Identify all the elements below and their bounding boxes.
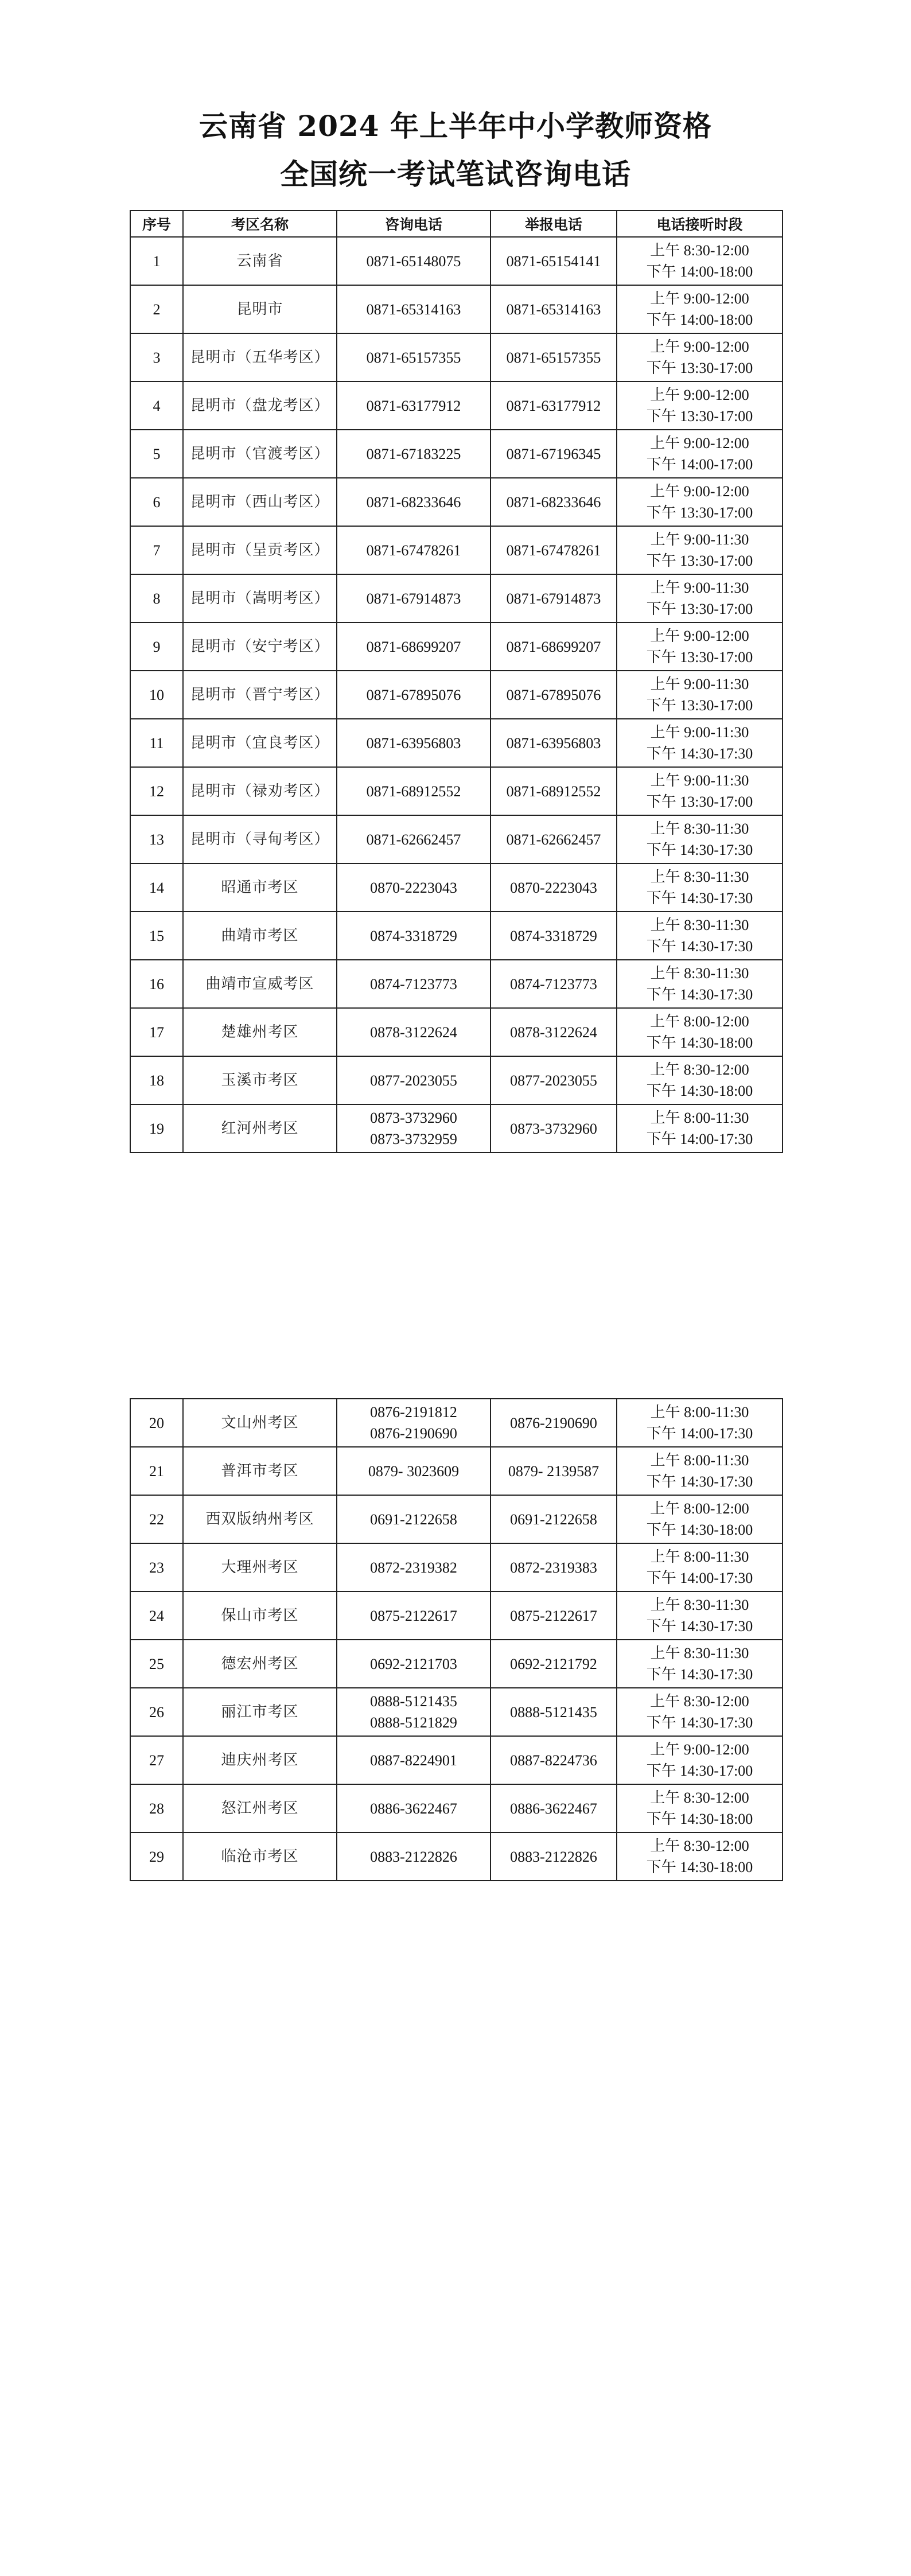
- table-row: [130, 622, 782, 671]
- cell-hours: [617, 1056, 782, 1104]
- cell-seq: 11: [130, 719, 183, 767]
- cell-seq: 3: [130, 333, 183, 382]
- cell-hours: [617, 960, 782, 1008]
- hours-line: 上午 9:00-12:00: [650, 290, 749, 307]
- cell-area: 曲靖市考区: [183, 912, 337, 960]
- cell-report: 0879- 2139587: [490, 1447, 617, 1495]
- hours-line: 下午 13:30-17:00: [646, 793, 753, 810]
- cell-hours: [617, 671, 782, 719]
- cell-report: 0878-3122624: [490, 1008, 617, 1056]
- hours-line: 上午 9:00-11:30: [650, 676, 749, 692]
- cell-hours: [617, 815, 782, 863]
- cell-phone: [337, 671, 490, 719]
- cell-area: 德宏州考区: [183, 1640, 337, 1688]
- hours-line: 下午 14:00-18:00: [646, 263, 753, 280]
- cell-seq: 29: [130, 1832, 183, 1881]
- title-line-2: 全国统一考试笔试咨询电话: [280, 157, 631, 191]
- hours-line: 上午 8:00-11:30: [650, 1404, 749, 1421]
- cell-phone: [337, 767, 490, 815]
- hours-line: 下午 14:30-17:00: [646, 1762, 753, 1779]
- table-row: [130, 1784, 782, 1832]
- page-title: [0, 102, 911, 199]
- hours-line: 下午 13:30-17:00: [646, 552, 753, 569]
- cell-seq: 4: [130, 382, 183, 430]
- cell-phone: [337, 1784, 490, 1832]
- cell-seq: 22: [130, 1495, 183, 1543]
- hours-line: 上午 9:00-12:00: [650, 435, 749, 452]
- cell-area: 玉溪市考区: [183, 1056, 337, 1104]
- cell-phone: [337, 1008, 490, 1056]
- cell-area: 普洱市考区: [183, 1447, 337, 1495]
- cell-area: 昭通市考区: [183, 863, 337, 912]
- cell-phone: [337, 815, 490, 863]
- cell-report: 0886-3622467: [490, 1784, 617, 1832]
- hours-line: 下午 13:30-17:00: [646, 408, 753, 425]
- hours-line: 上午 9:00-12:00: [650, 628, 749, 644]
- table-row: [130, 1736, 782, 1784]
- cell-phone: [337, 574, 490, 622]
- cell-hours: [617, 333, 782, 382]
- cell-area: 昆明市（呈贡考区）: [183, 526, 337, 574]
- cell-hours: [617, 767, 782, 815]
- table-row: [130, 1591, 782, 1640]
- phone-line: 0874-3318729: [370, 927, 457, 944]
- cell-area: 迪庆州考区: [183, 1736, 337, 1784]
- cell-area: 昆明市（禄劝考区）: [183, 767, 337, 815]
- cell-report: 0883-2122826: [490, 1832, 617, 1881]
- hours-line: 下午 14:30-17:30: [646, 1618, 753, 1635]
- cell-report: 0872-2319383: [490, 1543, 617, 1591]
- table-row: [130, 382, 782, 430]
- phone-line: 0877-2023055: [370, 1072, 457, 1089]
- cell-hours: [617, 1832, 782, 1881]
- table-row: [130, 478, 782, 526]
- cell-phone: [337, 1688, 490, 1736]
- phone-line: 0887-8224901: [370, 1752, 457, 1769]
- cell-report: 0871-67895076: [490, 671, 617, 719]
- cell-report: 0871-65314163: [490, 285, 617, 333]
- cell-seq: 6: [130, 478, 183, 526]
- hours-line: 上午 8:00-11:30: [650, 1548, 749, 1565]
- cell-area: 昆明市: [183, 285, 337, 333]
- cell-seq: 14: [130, 863, 183, 912]
- cell-hours: [617, 526, 782, 574]
- hours-line: 上午 9:00-12:00: [650, 483, 749, 500]
- cell-report: 0873-3732960: [490, 1104, 617, 1153]
- cell-hours: [617, 285, 782, 333]
- hours-line: 下午 13:30-17:00: [646, 649, 753, 666]
- table-row: [130, 285, 782, 333]
- cell-hours: [617, 1543, 782, 1591]
- cell-report: 0871-68699207: [490, 622, 617, 671]
- cell-report: 0692-2121792: [490, 1640, 617, 1688]
- cell-area: 西双版纳州考区: [183, 1495, 337, 1543]
- hours-line: 上午 8:30-11:30: [650, 869, 749, 885]
- cell-report: 0874-7123773: [490, 960, 617, 1008]
- hours-line: 下午 14:30-18:00: [646, 1859, 753, 1875]
- header-phone: 咨询电话: [337, 211, 490, 237]
- cell-hours: [617, 1447, 782, 1495]
- cell-seq: 7: [130, 526, 183, 574]
- hours-line: 上午 8:30-12:00: [650, 1693, 749, 1710]
- hours-line: 上午 8:00-11:30: [650, 1110, 749, 1126]
- phone-line: 0876-2190690: [370, 1425, 457, 1442]
- cell-report: 0876-2190690: [490, 1399, 617, 1447]
- consult-table-part-2: [130, 1398, 783, 1881]
- cell-area: 云南省: [183, 237, 337, 285]
- cell-hours: [617, 478, 782, 526]
- hours-line: 上午 9:00-11:30: [650, 724, 749, 741]
- table-row: [130, 1104, 782, 1153]
- hours-line: 下午 14:00-17:30: [646, 1425, 753, 1442]
- cell-area: 大理州考区: [183, 1543, 337, 1591]
- table-body-part-2: [130, 1399, 782, 1881]
- cell-seq: 23: [130, 1543, 183, 1591]
- cell-area: 昆明市（寻甸考区）: [183, 815, 337, 863]
- hours-line: 上午 8:30-12:00: [650, 1838, 749, 1854]
- cell-report: 0871-63177912: [490, 382, 617, 430]
- phone-line: 0871-65314163: [366, 301, 461, 318]
- cell-report: 0691-2122658: [490, 1495, 617, 1543]
- cell-area: 曲靖市宣威考区: [183, 960, 337, 1008]
- cell-area: 文山州考区: [183, 1399, 337, 1447]
- cell-area: 昆明市（西山考区）: [183, 478, 337, 526]
- table-row: [130, 1543, 782, 1591]
- cell-phone: [337, 719, 490, 767]
- table-body-part-1: [130, 237, 782, 1153]
- cell-report: 0877-2023055: [490, 1056, 617, 1104]
- cell-hours: [617, 382, 782, 430]
- hours-line: 下午 13:30-17:00: [646, 504, 753, 521]
- hours-line: 上午 9:00-12:00: [650, 1741, 749, 1758]
- phone-line: 0871-63956803: [366, 734, 461, 752]
- header-hours: 电话接听时段: [617, 211, 782, 237]
- cell-hours: [617, 719, 782, 767]
- phone-line: 0871-65148075: [366, 252, 461, 270]
- table-row: [130, 1008, 782, 1056]
- hours-line: 上午 8:30-11:30: [650, 965, 749, 982]
- hours-line: 上午 8:30-11:30: [650, 917, 749, 933]
- cell-seq: 1: [130, 237, 183, 285]
- cell-report: 0887-8224736: [490, 1736, 617, 1784]
- cell-area: 临沧市考区: [183, 1832, 337, 1881]
- phone-line: 0883-2122826: [370, 1848, 457, 1865]
- cell-report: 0888-5121435: [490, 1688, 617, 1736]
- cell-phone: [337, 1104, 490, 1153]
- cell-seq: 25: [130, 1640, 183, 1688]
- phone-line: 0691-2122658: [370, 1511, 457, 1528]
- hours-line: 上午 8:30-12:00: [650, 1061, 749, 1078]
- title-line-1: 云南省 2024 年上半年中小学教师资格: [199, 109, 712, 143]
- cell-seq: 5: [130, 430, 183, 478]
- header-seq: 序号: [130, 211, 183, 237]
- cell-phone: [337, 1056, 490, 1104]
- phone-line: 0871-68233646: [366, 493, 461, 511]
- phone-line: 0873-3732959: [370, 1131, 457, 1147]
- hours-line: 下午 13:30-17:00: [646, 697, 753, 714]
- hours-line: 上午 9:00-11:30: [650, 772, 749, 789]
- cell-area: 昆明市（宜良考区）: [183, 719, 337, 767]
- hours-line: 下午 14:00-17:30: [646, 1570, 753, 1586]
- hours-line: 上午 9:00-11:30: [650, 579, 749, 596]
- hours-line: 下午 14:00-17:30: [646, 1131, 753, 1147]
- hours-line: 上午 8:00-12:00: [650, 1500, 749, 1517]
- table-row: [130, 333, 782, 382]
- cell-seq: 26: [130, 1688, 183, 1736]
- cell-hours: [617, 1399, 782, 1447]
- hours-line: 下午 14:30-17:30: [646, 938, 753, 955]
- cell-seq: 19: [130, 1104, 183, 1153]
- table-row: [130, 1832, 782, 1881]
- hours-line: 下午 13:30-17:00: [646, 601, 753, 617]
- cell-report: 0871-67478261: [490, 526, 617, 574]
- table-row: [130, 1688, 782, 1736]
- hours-line: 下午 14:30-17:30: [646, 842, 753, 858]
- cell-hours: [617, 1688, 782, 1736]
- cell-seq: 2: [130, 285, 183, 333]
- cell-area: 昆明市（嵩明考区）: [183, 574, 337, 622]
- cell-area: 丽江市考区: [183, 1688, 337, 1736]
- hours-line: 上午 9:00-11:30: [650, 531, 749, 548]
- phone-line: 0888-5121829: [370, 1714, 457, 1731]
- table-row: [130, 1495, 782, 1543]
- cell-phone: [337, 1399, 490, 1447]
- cell-phone: [337, 960, 490, 1008]
- table-row: [130, 1640, 782, 1688]
- cell-hours: [617, 1008, 782, 1056]
- cell-phone: [337, 478, 490, 526]
- cell-seq: 18: [130, 1056, 183, 1104]
- hours-line: 上午 8:00-12:00: [650, 1013, 749, 1030]
- hours-line: 下午 14:30-18:00: [646, 1811, 753, 1827]
- phone-line: 0874-7123773: [370, 975, 457, 993]
- hours-line: 下午 14:30-17:30: [646, 745, 753, 762]
- table-row: [130, 960, 782, 1008]
- phone-line: 0872-2319382: [370, 1559, 457, 1576]
- phone-line: 0871-62662457: [366, 831, 461, 848]
- phone-line: 0878-3122624: [370, 1024, 457, 1041]
- cell-area: 红河州考区: [183, 1104, 337, 1153]
- phone-line: 0871-67914873: [366, 590, 461, 607]
- cell-hours: [617, 622, 782, 671]
- hours-line: 下午 14:30-18:00: [646, 1522, 753, 1538]
- cell-report: 0871-63956803: [490, 719, 617, 767]
- cell-seq: 24: [130, 1591, 183, 1640]
- phone-line: 0873-3732960: [370, 1110, 457, 1126]
- table-row: [130, 1056, 782, 1104]
- cell-phone: [337, 622, 490, 671]
- cell-phone: [337, 1591, 490, 1640]
- phone-line: 0886-3622467: [370, 1800, 457, 1817]
- cell-hours: [617, 863, 782, 912]
- cell-seq: 13: [130, 815, 183, 863]
- table-header-row: [130, 211, 782, 237]
- hours-line: 下午 14:30-18:00: [646, 1034, 753, 1051]
- consult-table-part-1: [130, 210, 783, 1153]
- cell-phone: [337, 285, 490, 333]
- phone-line: 0871-67183225: [366, 445, 461, 462]
- phone-line: 0871-67895076: [366, 686, 461, 703]
- hours-line: 下午 14:00-17:00: [646, 456, 753, 473]
- cell-phone: [337, 1736, 490, 1784]
- hours-line: 下午 14:30-17:30: [646, 1666, 753, 1683]
- cell-hours: [617, 1104, 782, 1153]
- table-row: [130, 719, 782, 767]
- header-report: 举报电话: [490, 211, 617, 237]
- cell-report: 0871-65154141: [490, 237, 617, 285]
- hours-line: 上午 8:30-12:00: [650, 1789, 749, 1806]
- cell-seq: 15: [130, 912, 183, 960]
- cell-hours: [617, 237, 782, 285]
- cell-phone: [337, 526, 490, 574]
- hours-line: 下午 13:30-17:00: [646, 360, 753, 376]
- cell-phone: [337, 1447, 490, 1495]
- cell-hours: [617, 1784, 782, 1832]
- cell-hours: [617, 1591, 782, 1640]
- hours-line: 上午 8:30-12:00: [650, 242, 749, 259]
- hours-line: 上午 8:00-11:30: [650, 1452, 749, 1469]
- table-row: [130, 430, 782, 478]
- table-row: [130, 912, 782, 960]
- cell-seq: 21: [130, 1447, 183, 1495]
- table-row: [130, 671, 782, 719]
- cell-hours: [617, 1495, 782, 1543]
- hours-line: 上午 8:30-11:30: [650, 820, 749, 837]
- header-area: 考区名称: [183, 211, 337, 237]
- cell-report: 0871-65157355: [490, 333, 617, 382]
- hours-line: 下午 14:00-18:00: [646, 312, 753, 328]
- cell-seq: 20: [130, 1399, 183, 1447]
- table-row: [130, 863, 782, 912]
- cell-hours: [617, 430, 782, 478]
- cell-area: 昆明市（官渡考区）: [183, 430, 337, 478]
- phone-line: 0888-5121435: [370, 1693, 457, 1710]
- phone-line: 0871-63177912: [366, 397, 461, 414]
- hours-line: 下午 14:30-17:30: [646, 890, 753, 906]
- hours-line: 上午 9:00-12:00: [650, 387, 749, 403]
- table-row: [130, 1447, 782, 1495]
- phone-line: 0879- 3023609: [368, 1462, 460, 1480]
- cell-phone: [337, 333, 490, 382]
- phone-line: 0871-68912552: [366, 783, 461, 800]
- cell-phone: [337, 1495, 490, 1543]
- hours-line: 上午 8:30-11:30: [650, 1645, 749, 1661]
- cell-report: 0871-67196345: [490, 430, 617, 478]
- cell-report: 0871-62662457: [490, 815, 617, 863]
- hours-line: 下午 14:30-17:30: [646, 986, 753, 1003]
- cell-area: 昆明市（晋宁考区）: [183, 671, 337, 719]
- table-row: [130, 237, 782, 285]
- table-row: [130, 767, 782, 815]
- cell-seq: 12: [130, 767, 183, 815]
- cell-seq: 27: [130, 1736, 183, 1784]
- cell-phone: [337, 1640, 490, 1688]
- cell-hours: [617, 1736, 782, 1784]
- cell-phone: [337, 382, 490, 430]
- cell-report: 0871-67914873: [490, 574, 617, 622]
- phone-line: 0870-2223043: [370, 879, 457, 896]
- cell-seq: 16: [130, 960, 183, 1008]
- cell-phone: [337, 1543, 490, 1591]
- hours-line: 上午 9:00-12:00: [650, 338, 749, 355]
- cell-area: 昆明市（盘龙考区）: [183, 382, 337, 430]
- phone-line: 0875-2122617: [370, 1607, 457, 1624]
- cell-hours: [617, 574, 782, 622]
- phone-line: 0876-2191812: [370, 1404, 457, 1421]
- cell-phone: [337, 430, 490, 478]
- table-row: [130, 526, 782, 574]
- cell-hours: [617, 1640, 782, 1688]
- cell-seq: 10: [130, 671, 183, 719]
- cell-area: 昆明市（五华考区）: [183, 333, 337, 382]
- hours-line: 下午 14:30-17:30: [646, 1714, 753, 1731]
- phone-line: 0871-65157355: [366, 349, 461, 366]
- hours-line: 下午 14:30-17:30: [646, 1473, 753, 1490]
- cell-phone: [337, 237, 490, 285]
- cell-area: 怒江州考区: [183, 1784, 337, 1832]
- hours-line: 上午 8:30-11:30: [650, 1597, 749, 1613]
- cell-area: 昆明市（安宁考区）: [183, 622, 337, 671]
- table-row: [130, 574, 782, 622]
- cell-area: 楚雄州考区: [183, 1008, 337, 1056]
- cell-report: 0874-3318729: [490, 912, 617, 960]
- cell-area: 保山市考区: [183, 1591, 337, 1640]
- cell-report: 0870-2223043: [490, 863, 617, 912]
- cell-phone: [337, 863, 490, 912]
- phone-line: 0871-68699207: [366, 638, 461, 655]
- phone-line: 0692-2121703: [370, 1655, 457, 1672]
- cell-seq: 8: [130, 574, 183, 622]
- cell-seq: 17: [130, 1008, 183, 1056]
- table-row: [130, 815, 782, 863]
- cell-phone: [337, 1832, 490, 1881]
- cell-phone: [337, 912, 490, 960]
- cell-report: 0871-68233646: [490, 478, 617, 526]
- cell-seq: 9: [130, 622, 183, 671]
- table-row: [130, 1399, 782, 1447]
- cell-seq: 28: [130, 1784, 183, 1832]
- cell-hours: [617, 912, 782, 960]
- phone-line: 0871-67478261: [366, 542, 461, 559]
- cell-report: 0871-68912552: [490, 767, 617, 815]
- hours-line: 下午 14:30-18:00: [646, 1083, 753, 1099]
- cell-report: 0875-2122617: [490, 1591, 617, 1640]
